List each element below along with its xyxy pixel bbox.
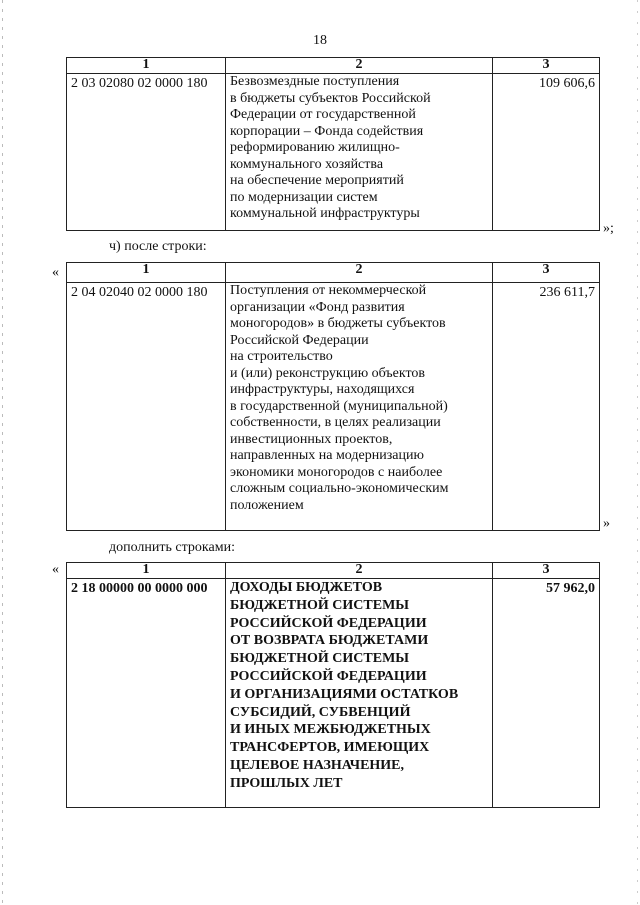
- budget-amount: 109 606,6: [493, 74, 600, 231]
- table-amendment-2: [66, 262, 600, 531]
- table-row: [67, 283, 600, 531]
- header-col-2: 2: [226, 263, 493, 283]
- table-header-row: [67, 263, 600, 283]
- closing-quote-2: »: [603, 516, 610, 531]
- opening-quote-3: «: [52, 562, 59, 577]
- header-col-2: 2: [226, 563, 493, 579]
- opening-quote-2: «: [52, 265, 59, 280]
- header-col-3: 3: [493, 58, 600, 74]
- caption-add-rows: дополнить строками:: [109, 540, 235, 555]
- table-row: [67, 579, 600, 808]
- header-col-3: 3: [493, 263, 600, 283]
- caption-after-row: ч) после строки:: [109, 239, 207, 254]
- closing-quote-1: »;: [603, 221, 614, 236]
- table-header-row: [67, 58, 600, 74]
- table-amendment-1: [66, 57, 600, 231]
- header-col-3: 3: [493, 563, 600, 579]
- scan-edge-left: [2, 0, 3, 905]
- page-number: 18: [313, 33, 327, 48]
- header-col-1: 1: [67, 58, 226, 74]
- budget-description: ДОХОДЫ БЮДЖЕТОВ БЮДЖЕТНОЙ СИСТЕМЫ РОССИЙСКОЙ ФЕДЕРАЦИИ ОТ ВОЗВРАТА БЮДЖЕТАМИ БЮДЖЕТНОЙ СИСТЕМЫ РОССИЙСКОЙ ФЕДЕРАЦИИ И ОРГАНИЗАЦИЯМИ ОСТАТКОВ СУБСИДИЙ, СУБВЕНЦИЙ И ИНЫХ МЕЖБЮДЖЕТНЫХ ТРАНСФЕРТОВ, ИМЕЮЩИХ ЦЕЛЕВОЕ НАЗНАЧЕНИЕ, ПРОШЛЫХ ЛЕТ: [226, 579, 493, 808]
- header-col-2: 2: [226, 58, 493, 74]
- budget-description: Безвозмездные поступления в бюджеты субъектов Российской Федерации от государственной корпорации – Фонда содействия реформированию жилищно- коммунального хозяйства на обеспечение мероприятий по модернизации систем коммунальной инфраструктуры: [226, 74, 493, 231]
- budget-description: Поступления от некоммерческой организации «Фонд развития моногородов» в бюджеты субъектов Российской Федерации на строительство и (или) реконструкцию объектов инфраструктуры, находящихся в государственной (муниципальной) собственности, в целях реализации инвестиционных проектов, направленных на модернизацию экономики моногородов с наиболее сложным социально-экономическим положением: [226, 283, 493, 531]
- budget-code: 2 04 02040 02 0000 180: [67, 283, 226, 531]
- budget-code: 2 03 02080 02 0000 180: [67, 74, 226, 231]
- budget-code: 2 18 00000 00 0000 000: [67, 579, 226, 808]
- budget-amount: 57 962,0: [493, 579, 600, 808]
- table-header-row: [67, 563, 600, 579]
- header-col-1: 1: [67, 563, 226, 579]
- budget-amount: 236 611,7: [493, 283, 600, 531]
- header-col-1: 1: [67, 263, 226, 283]
- table-amendment-3: [66, 562, 600, 808]
- scan-edge-right: [637, 0, 638, 905]
- table-row: [67, 74, 600, 231]
